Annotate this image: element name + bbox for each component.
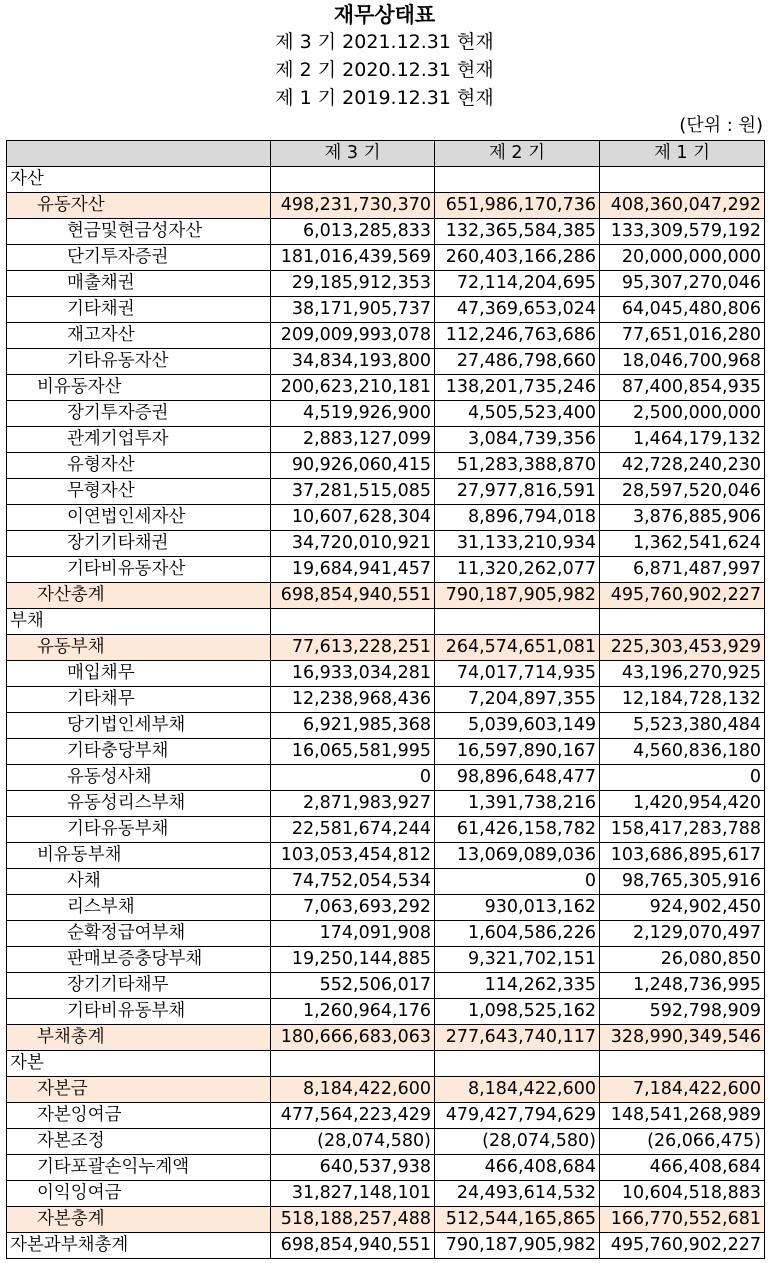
table-row [7, 1051, 765, 1077]
row-value-period-3: 16,065,581,995 [271, 739, 435, 765]
row-value-period-1: 3,876,885,906 [600, 505, 765, 531]
row-value-period-2: 27,486,798,660 [435, 349, 600, 375]
row-value-period-3: 640,537,938 [271, 1155, 435, 1181]
row-value-period-3: 103,053,454,812 [271, 843, 435, 869]
header-period-2: 제 2 기 [435, 141, 600, 167]
row-value-period-2: 0 [435, 869, 600, 895]
table-row [7, 401, 765, 427]
row-label: 매입채무 [7, 661, 271, 687]
row-value-period-2: 72,114,204,695 [435, 271, 600, 297]
row-value-period-1: 43,196,270,925 [600, 661, 765, 687]
row-label: 자본금 [7, 1077, 271, 1103]
row-value-period-2 [435, 167, 600, 193]
row-value-period-2: 11,320,262,077 [435, 557, 600, 583]
row-value-period-2: 74,017,714,935 [435, 661, 600, 687]
row-value-period-1: 158,417,283,788 [600, 817, 765, 843]
row-value-period-2: 930,013,162 [435, 895, 600, 921]
table-row [7, 791, 765, 817]
row-value-period-1: 6,871,487,997 [600, 557, 765, 583]
table-row [7, 479, 765, 505]
row-value-period-1 [600, 167, 765, 193]
row-label: 자본과부채총계 [7, 1233, 271, 1259]
row-value-period-3: 6,921,985,368 [271, 713, 435, 739]
row-value-period-2: 16,597,890,167 [435, 739, 600, 765]
row-value-period-2: 51,283,388,870 [435, 453, 600, 479]
row-value-period-1: 87,400,854,935 [600, 375, 765, 401]
row-value-period-2: 260,403,166,286 [435, 245, 600, 271]
row-value-period-1: 0 [600, 765, 765, 791]
header-period-3: 제 3 기 [271, 141, 435, 167]
row-value-period-1: 42,728,240,230 [600, 453, 765, 479]
row-label: 장기기타채무 [7, 973, 271, 999]
row-label: 유동부채 [7, 635, 271, 661]
period-line-3: 제 1 기 2019.12.31 현재 [275, 87, 494, 109]
table-row [7, 375, 765, 401]
row-label: 장기투자증권 [7, 401, 271, 427]
row-label: 기타비유동자산 [7, 557, 271, 583]
table-row [7, 427, 765, 453]
row-value-period-2: 61,426,158,782 [435, 817, 600, 843]
row-value-period-3: 16,933,034,281 [271, 661, 435, 687]
row-value-period-3: 4,519,926,900 [271, 401, 435, 427]
row-value-period-1: 12,184,728,132 [600, 687, 765, 713]
row-value-period-2 [435, 609, 600, 635]
row-value-period-3: 180,666,683,063 [271, 1025, 435, 1051]
row-value-period-1: 495,760,902,227 [600, 583, 765, 609]
unit-label: (단위 : 원) [679, 115, 763, 136]
row-value-period-2: 790,187,905,982 [435, 583, 600, 609]
table-row [7, 271, 765, 297]
row-value-period-1: 466,408,684 [600, 1155, 765, 1181]
row-value-period-3: 90,926,060,415 [271, 453, 435, 479]
row-value-period-2: 651,986,170,736 [435, 193, 600, 219]
row-value-period-3: 174,091,908 [271, 921, 435, 947]
table-row [7, 505, 765, 531]
row-value-period-2: 47,369,653,024 [435, 297, 600, 323]
row-value-period-2: 264,574,651,081 [435, 635, 600, 661]
row-value-period-1: 5,523,380,484 [600, 713, 765, 739]
row-label: 재고자산 [7, 323, 271, 349]
table-row [7, 973, 765, 999]
row-value-period-1: 1,464,179,132 [600, 427, 765, 453]
table-row [7, 453, 765, 479]
row-value-period-2: 8,184,422,600 [435, 1077, 600, 1103]
table-row [7, 1207, 765, 1233]
row-value-period-1 [600, 609, 765, 635]
table-row [7, 843, 765, 869]
row-label: 유형자산 [7, 453, 271, 479]
row-value-period-3: 2,871,983,927 [271, 791, 435, 817]
row-label: 기타채무 [7, 687, 271, 713]
row-label: 유동성사채 [7, 765, 271, 791]
row-label: 이연법인세자산 [7, 505, 271, 531]
row-value-period-1: 10,604,518,883 [600, 1181, 765, 1207]
table-row [7, 349, 765, 375]
row-value-period-2: 98,896,648,477 [435, 765, 600, 791]
row-value-period-2: 138,201,735,246 [435, 375, 600, 401]
row-value-period-2: 1,391,738,216 [435, 791, 600, 817]
row-value-period-1: 20,000,000,000 [600, 245, 765, 271]
row-value-period-1: 7,184,422,600 [600, 1077, 765, 1103]
table-row [7, 245, 765, 271]
row-value-period-2: 277,643,740,117 [435, 1025, 600, 1051]
table-row [7, 739, 765, 765]
row-value-period-2: 27,977,816,591 [435, 479, 600, 505]
row-value-period-2: 31,133,210,934 [435, 531, 600, 557]
row-label: 기타채권 [7, 297, 271, 323]
row-value-period-3: 77,613,228,251 [271, 635, 435, 661]
row-label: 리스부채 [7, 895, 271, 921]
row-label: 사채 [7, 869, 271, 895]
row-value-period-3: 698,854,940,551 [271, 1233, 435, 1259]
row-value-period-3: 0 [271, 765, 435, 791]
table-row [7, 1103, 765, 1129]
row-value-period-3: 552,506,017 [271, 973, 435, 999]
row-value-period-1: 18,046,700,968 [600, 349, 765, 375]
row-label: 매출채권 [7, 271, 271, 297]
row-value-period-1: 1,420,954,420 [600, 791, 765, 817]
table-body [7, 167, 765, 1259]
row-label: 유동자산 [7, 193, 271, 219]
row-value-period-2: 24,493,614,532 [435, 1181, 600, 1207]
balance-sheet-table [6, 140, 765, 1259]
row-label: 단기투자증권 [7, 245, 271, 271]
row-value-period-1: 133,309,579,192 [600, 219, 765, 245]
row-value-period-2: 4,505,523,400 [435, 401, 600, 427]
row-value-period-1: 103,686,895,617 [600, 843, 765, 869]
table-row [7, 557, 765, 583]
table-row [7, 1155, 765, 1181]
table-row [7, 1233, 765, 1259]
row-label: 기타유동자산 [7, 349, 271, 375]
table-row [7, 219, 765, 245]
row-label: 자산 [7, 167, 271, 193]
row-value-period-1: 95,307,270,046 [600, 271, 765, 297]
row-label: 순확정급여부채 [7, 921, 271, 947]
row-value-period-1: (26,066,475) [600, 1129, 765, 1155]
row-value-period-2: 512,544,165,865 [435, 1207, 600, 1233]
row-value-period-3: 181,016,439,569 [271, 245, 435, 271]
row-value-period-3: 498,231,730,370 [271, 193, 435, 219]
report-title: 재무상태표 [333, 3, 436, 27]
table-row [7, 947, 765, 973]
table-header-row [7, 141, 765, 167]
row-label: 판매보증충당부채 [7, 947, 271, 973]
table-row [7, 817, 765, 843]
row-label: 자본잉여금 [7, 1103, 271, 1129]
row-value-period-3 [271, 1051, 435, 1077]
row-label: 자본 [7, 1051, 271, 1077]
row-value-period-1: 28,597,520,046 [600, 479, 765, 505]
table-row [7, 999, 765, 1025]
row-value-period-2: 114,262,335 [435, 973, 600, 999]
row-value-period-2 [435, 1051, 600, 1077]
row-value-period-1: 64,045,480,806 [600, 297, 765, 323]
table-row [7, 713, 765, 739]
row-value-period-3: 19,250,144,885 [271, 947, 435, 973]
row-value-period-1 [600, 1051, 765, 1077]
row-value-period-3: 200,623,210,181 [271, 375, 435, 401]
table-row [7, 193, 765, 219]
row-value-period-2: 9,321,702,151 [435, 947, 600, 973]
row-value-period-1: 1,248,736,995 [600, 973, 765, 999]
row-value-period-2: 1,604,586,226 [435, 921, 600, 947]
row-value-period-3: 12,238,968,436 [271, 687, 435, 713]
row-value-period-1: 98,765,305,916 [600, 869, 765, 895]
report-header [0, 0, 769, 140]
row-value-period-3 [271, 167, 435, 193]
row-value-period-3: 698,854,940,551 [271, 583, 435, 609]
row-value-period-2: 466,408,684 [435, 1155, 600, 1181]
row-value-period-1: 328,990,349,546 [600, 1025, 765, 1051]
row-value-period-3: 7,063,693,292 [271, 895, 435, 921]
table-row [7, 895, 765, 921]
row-value-period-2: 13,069,089,036 [435, 843, 600, 869]
row-value-period-3: 29,185,912,353 [271, 271, 435, 297]
period-line-1: 제 3 기 2021.12.31 현재 [275, 31, 494, 53]
row-value-period-1: 148,541,268,989 [600, 1103, 765, 1129]
row-value-period-2: 132,365,584,385 [435, 219, 600, 245]
row-value-period-1: 2,500,000,000 [600, 401, 765, 427]
table-row [7, 167, 765, 193]
row-value-period-1: 408,360,047,292 [600, 193, 765, 219]
row-value-period-3 [271, 609, 435, 635]
row-value-period-1: 26,080,850 [600, 947, 765, 973]
row-value-period-2: 479,427,794,629 [435, 1103, 600, 1129]
row-label: 자본총계 [7, 1207, 271, 1233]
row-label: 당기법인세부채 [7, 713, 271, 739]
table-row [7, 583, 765, 609]
row-value-period-1: 592,798,909 [600, 999, 765, 1025]
row-value-period-3: 31,827,148,101 [271, 1181, 435, 1207]
row-label: 유동성리스부채 [7, 791, 271, 817]
table-row [7, 869, 765, 895]
row-label: 비유동부채 [7, 843, 271, 869]
row-value-period-2: 3,084,739,356 [435, 427, 600, 453]
table-row [7, 297, 765, 323]
row-value-period-3: 2,883,127,099 [271, 427, 435, 453]
row-value-period-3: 6,013,285,833 [271, 219, 435, 245]
row-label: 비유동자산 [7, 375, 271, 401]
row-value-period-2: (28,074,580) [435, 1129, 600, 1155]
table-row [7, 531, 765, 557]
row-value-period-3: 8,184,422,600 [271, 1077, 435, 1103]
table-row [7, 1025, 765, 1051]
period-line-2: 제 2 기 2020.12.31 현재 [275, 59, 494, 81]
row-value-period-3: 34,834,193,800 [271, 349, 435, 375]
row-value-period-1: 924,902,450 [600, 895, 765, 921]
table-row [7, 1181, 765, 1207]
row-value-period-2: 112,246,763,686 [435, 323, 600, 349]
row-value-period-3: (28,074,580) [271, 1129, 435, 1155]
row-value-period-3: 37,281,515,085 [271, 479, 435, 505]
row-value-period-1: 2,129,070,497 [600, 921, 765, 947]
header-blank [7, 141, 271, 167]
row-label: 관계기업투자 [7, 427, 271, 453]
row-value-period-2: 5,039,603,149 [435, 713, 600, 739]
row-value-period-3: 209,009,993,078 [271, 323, 435, 349]
table-row [7, 687, 765, 713]
row-value-period-3: 19,684,941,457 [271, 557, 435, 583]
row-label: 부채총계 [7, 1025, 271, 1051]
row-label: 장기기타채권 [7, 531, 271, 557]
row-label: 기타비유동부채 [7, 999, 271, 1025]
row-label: 자산총계 [7, 583, 271, 609]
row-value-period-2: 7,204,897,355 [435, 687, 600, 713]
row-value-period-1: 495,760,902,227 [600, 1233, 765, 1259]
row-value-period-1: 4,560,836,180 [600, 739, 765, 765]
row-label: 기타포괄손익누계액 [7, 1155, 271, 1181]
table-row [7, 635, 765, 661]
header-period-1: 제 1 기 [600, 141, 765, 167]
row-value-period-3: 1,260,964,176 [271, 999, 435, 1025]
row-label: 기타유동부채 [7, 817, 271, 843]
row-value-period-2: 8,896,794,018 [435, 505, 600, 531]
row-label: 현금및현금성자산 [7, 219, 271, 245]
table-row [7, 323, 765, 349]
row-value-period-3: 22,581,674,244 [271, 817, 435, 843]
row-value-period-1: 225,303,453,929 [600, 635, 765, 661]
table-row [7, 661, 765, 687]
row-label: 자본조정 [7, 1129, 271, 1155]
table-row [7, 765, 765, 791]
table-row [7, 1129, 765, 1155]
row-value-period-3: 10,607,628,304 [271, 505, 435, 531]
row-value-period-1: 1,362,541,624 [600, 531, 765, 557]
row-value-period-3: 38,171,905,737 [271, 297, 435, 323]
row-value-period-2: 1,098,525,162 [435, 999, 600, 1025]
row-value-period-1: 77,651,016,280 [600, 323, 765, 349]
row-label: 기타충당부채 [7, 739, 271, 765]
table-row [7, 921, 765, 947]
table-row [7, 609, 765, 635]
row-value-period-3: 518,188,257,488 [271, 1207, 435, 1233]
row-value-period-3: 74,752,054,534 [271, 869, 435, 895]
row-value-period-1: 166,770,552,681 [600, 1207, 765, 1233]
row-value-period-2: 790,187,905,982 [435, 1233, 600, 1259]
row-label: 부채 [7, 609, 271, 635]
row-value-period-3: 34,720,010,921 [271, 531, 435, 557]
row-label: 무형자산 [7, 479, 271, 505]
row-value-period-3: 477,564,223,429 [271, 1103, 435, 1129]
table-row [7, 1077, 765, 1103]
row-label: 이익잉여금 [7, 1181, 271, 1207]
